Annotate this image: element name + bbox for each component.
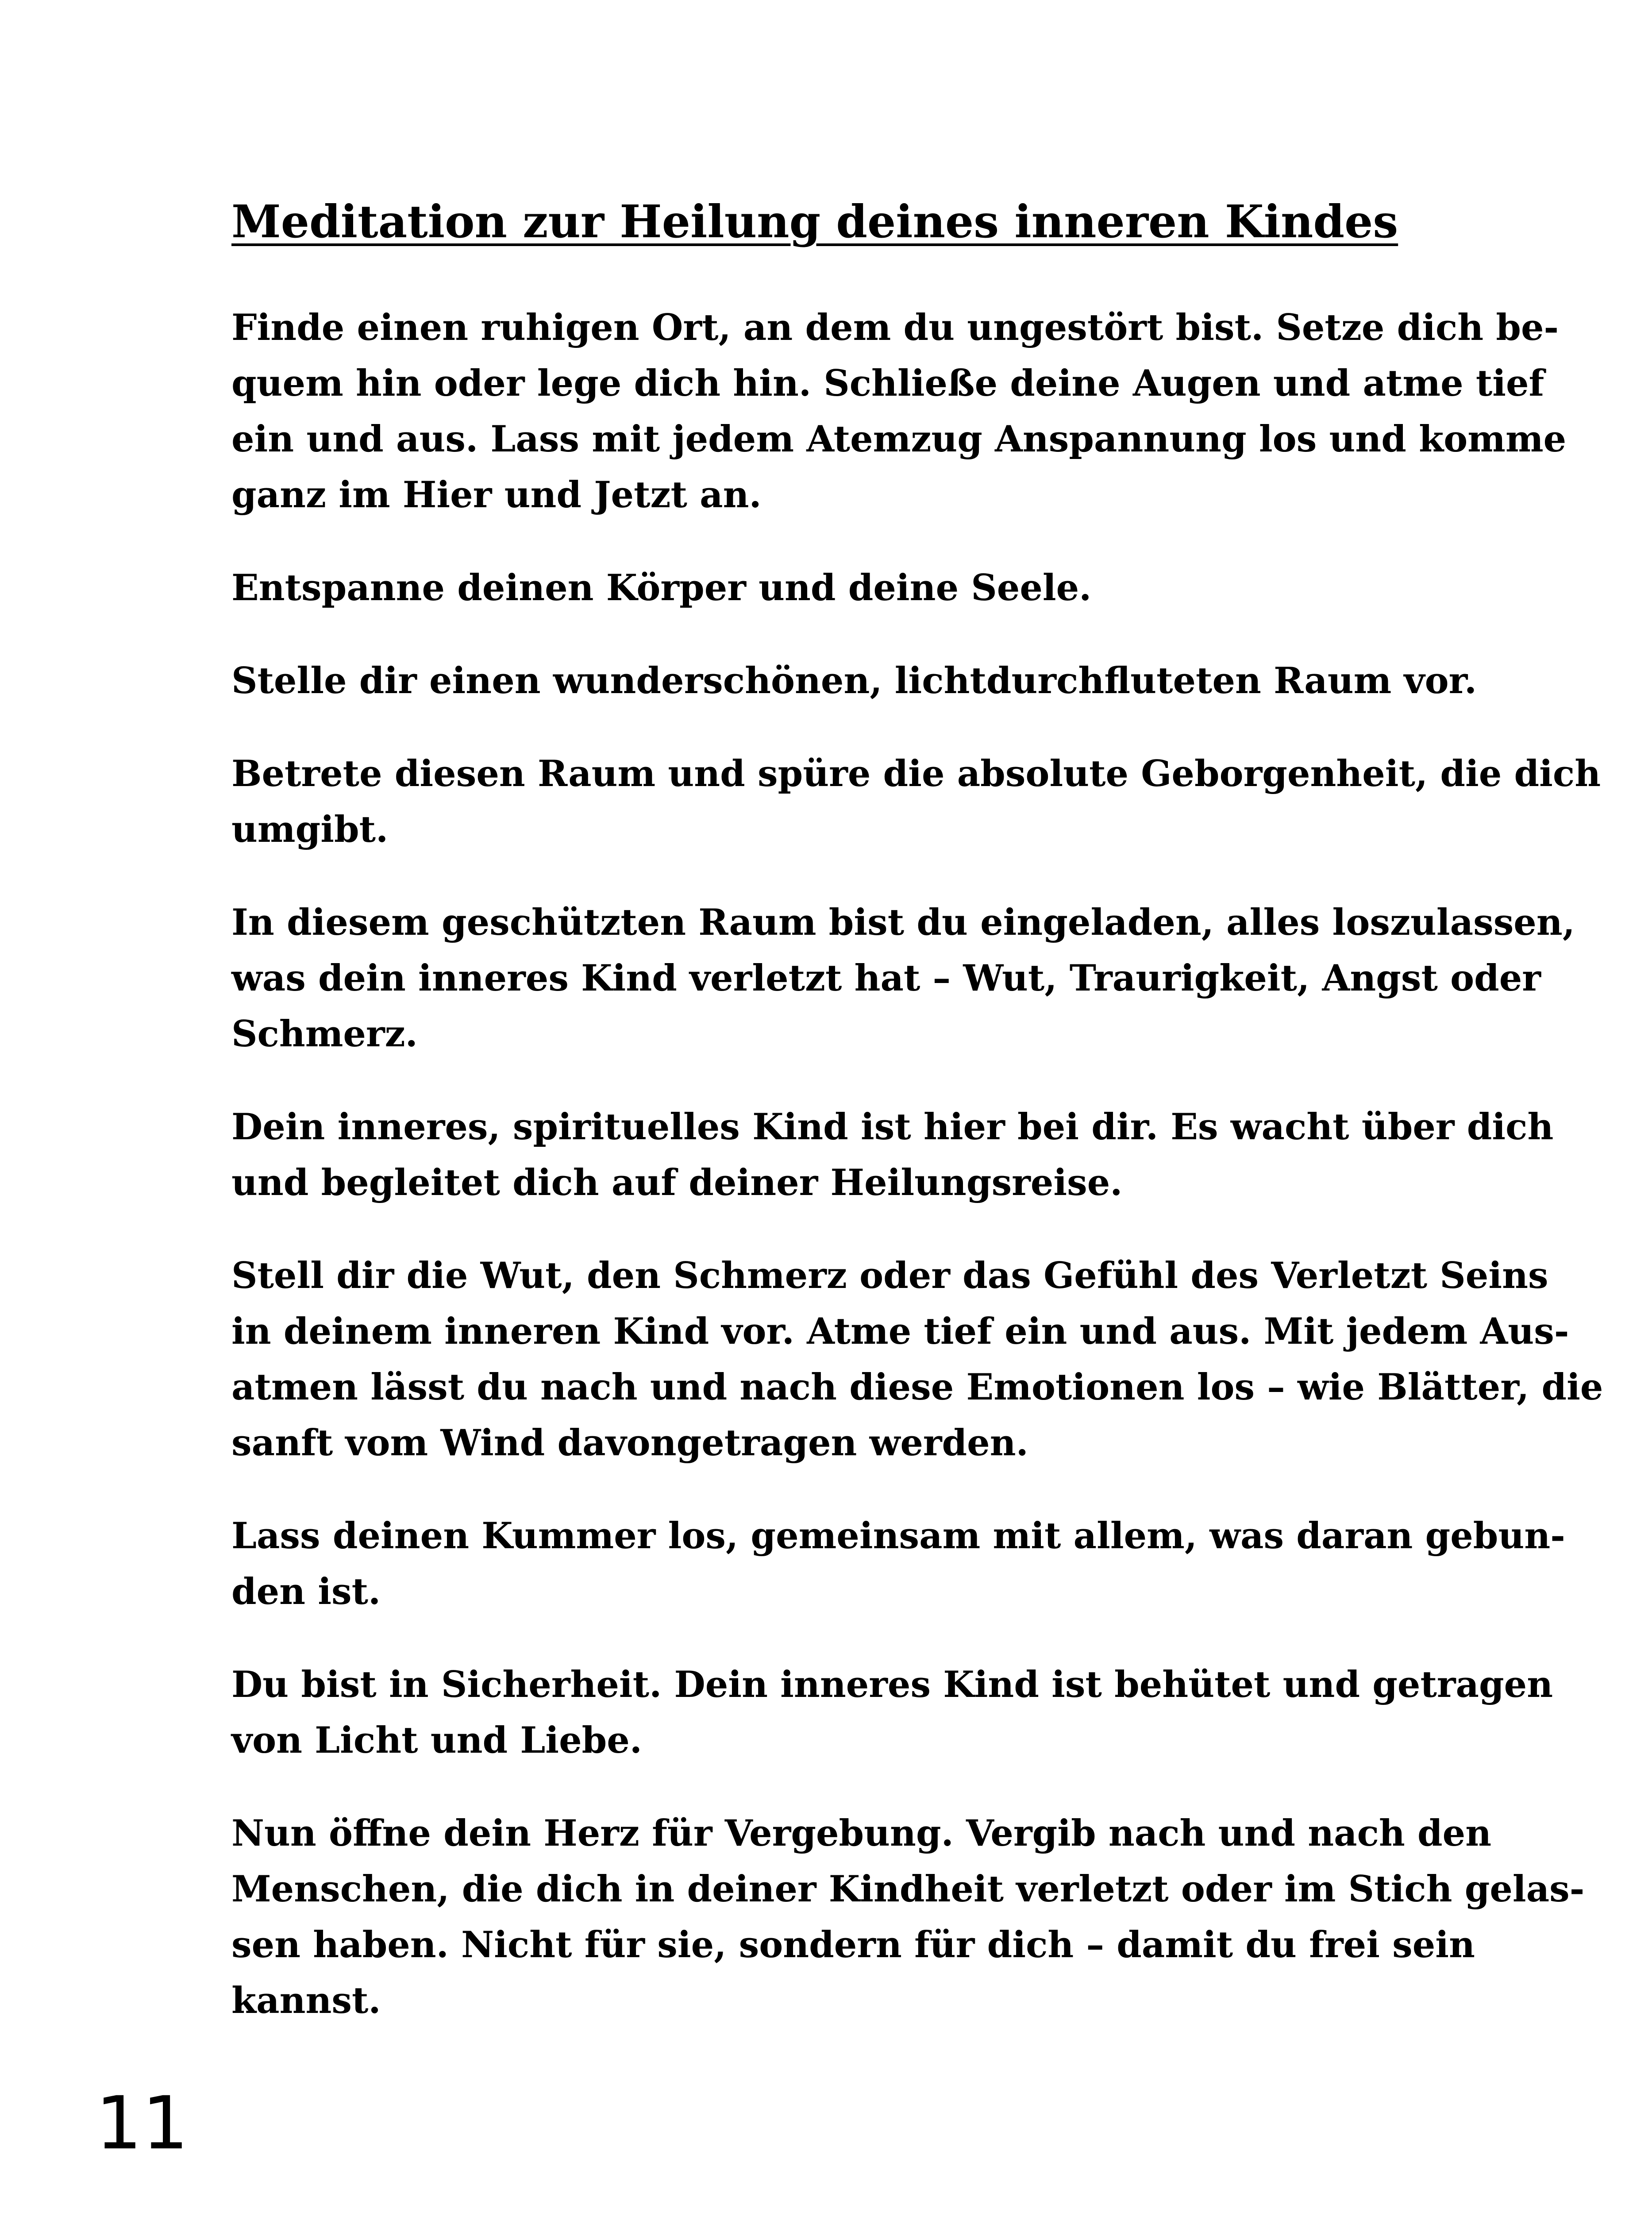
text-line: Stell dir die Wut, den Schmerz oder das Gefühl des Verletzt Seins	[231, 1255, 1548, 1297]
text-line: ein und aus. Lass mit jedem Atemzug Anspannung los und komme	[231, 418, 1567, 461]
paragraph	[231, 300, 1567, 523]
text-line: Lass deinen Kummer los, gemeinsam mit allem, was daran gebun-	[231, 1515, 1565, 1558]
paragraph	[231, 1806, 1585, 2029]
text-line: Menschen, die dich in deiner Kindheit verletzt oder im Stich gelas-	[231, 1868, 1585, 1911]
page-content	[231, 195, 1603, 2066]
paragraph	[231, 1657, 1553, 1769]
text-line: Betrete diesen Raum und spüre die absolute Geborgenheit, die dich	[231, 753, 1601, 795]
paragraph	[231, 560, 1506, 616]
text-line: sanft vom Wind davongetragen werden.	[231, 1422, 1028, 1465]
text-line: Schmerz.	[231, 1013, 418, 1056]
text-line: quem hin oder lege dich hin. Schließe deine Augen und atme tief	[231, 362, 1544, 405]
paragraph	[231, 653, 1506, 709]
text-line: Du bist in Sicherheit. Dein inneres Kind ist behütet und getragen	[231, 1664, 1553, 1706]
paragraph	[231, 746, 1601, 858]
text-line: Nun öffne dein Herz für Vergebung. Vergib nach und nach den	[231, 1812, 1492, 1855]
text-line: sen haben. Nicht für sie, sondern für dich – damit du frei sein	[231, 1924, 1475, 1966]
text-line: den ist.	[231, 1571, 381, 1613]
text-line: in deinem inneren Kind vor. Atme tief ein und aus. Mit jedem Aus-	[231, 1311, 1569, 1353]
text-line: umgibt.	[231, 809, 389, 851]
text-line: Dein inneres, spirituelles Kind ist hier bei dir. Es wacht über dich	[231, 1106, 1554, 1149]
text-line: Stelle dir einen wunderschönen, lichtdurchfluteten Raum vor.	[231, 660, 1477, 702]
text-line: ganz im Hier und Jetzt an.	[231, 474, 762, 517]
text-line: was dein inneres Kind verletzt hat – Wut, Traurigkeit, Angst oder	[231, 957, 1541, 1000]
text-line: Entspanne deinen Körper und deine Seele.	[231, 567, 1092, 609]
paragraph	[231, 1099, 1554, 1211]
text-line: von Licht und Liebe.	[231, 1720, 642, 1762]
paragraph	[231, 895, 1575, 1062]
text-line: und begleitet dich auf deiner Heilungsreise.	[231, 1162, 1123, 1204]
page-number: 11	[96, 2081, 189, 2166]
text-line: atmen lässt du nach und nach diese Emotionen los – wie Blätter, die	[231, 1366, 1603, 1409]
paragraph	[231, 1508, 1565, 1620]
page-title: Meditation zur Heilung deines inneren Kindes	[231, 195, 1398, 248]
paragraph	[231, 1248, 1603, 1471]
text-line: Finde einen ruhigen Ort, an dem du ungestört bist. Setze dich be-	[231, 307, 1559, 349]
text-line: In diesem geschützten Raum bist du eingeladen, alles loszulassen,	[231, 902, 1575, 944]
text-line: kannst.	[231, 1980, 381, 2022]
